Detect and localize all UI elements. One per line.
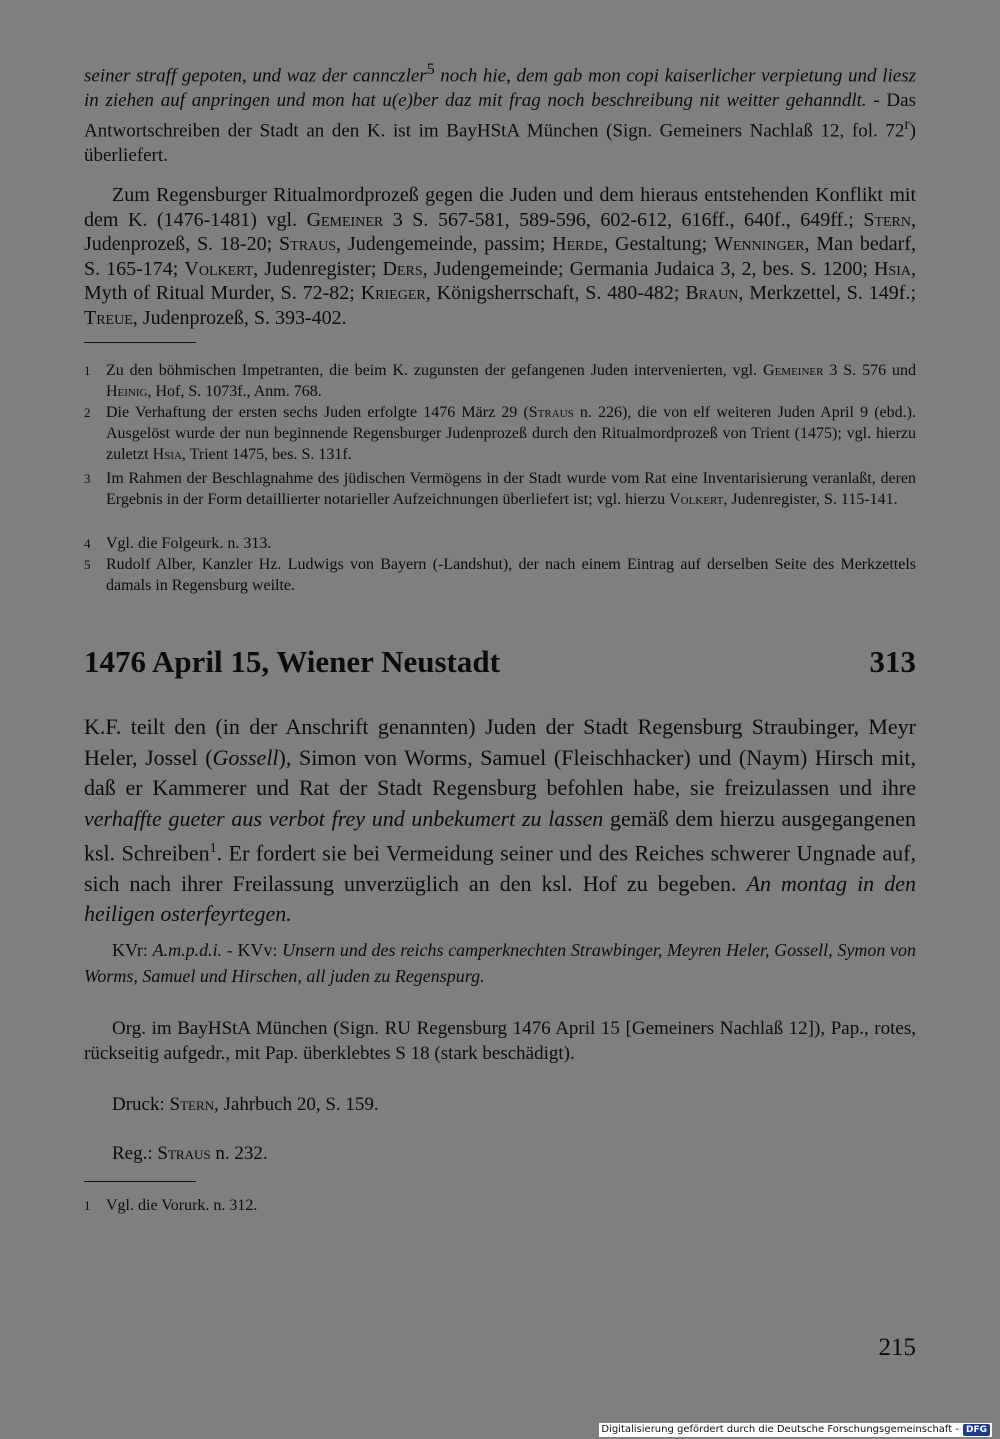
reg-line: Reg.: Straus n. 232. [112, 1143, 268, 1164]
heading-date: 1476 April 15, Wiener Neustadt [84, 644, 500, 679]
footnote-bottom-1: 1 Vgl. die Vorurk. n. 312. [84, 1197, 258, 1214]
footnote-rule-bottom [84, 1181, 196, 1182]
original-paragraph: Org. im BayHStA München (Sign. RU Regensburg 1476 April 15 [Gemeiners Nachlaß 12]), Pap., rotes, rückseitig aufgedr., mit Pap. überklebtes S 18 (stark beschädigt). [84, 1018, 916, 1064]
footnote-3: 3 Im Rahmen der Beschlagnahme des jüdischen Vermögens in der Stadt wurde vom Rat eine Inventarisierung veranlaßt, deren Ergebnis in der Form detaillierter notarieller Aufzeichnungen überliefert ist; vgl. hierzu Volkert, Judenregister, S. 115-141. [84, 470, 916, 508]
funding-footer: Digitalisierung gefördert durch die Deutsche Forschungsgemeinschaft - DFG [599, 1423, 992, 1437]
footnote-5: 5 Rudolf Alber, Kanzler Hz. Ludwigs von Bayern (-Landshut), der nach einem Eintrag auf derselben Seite des Merkzettels damals in Regensburg weilte. [84, 556, 916, 594]
regest-paragraph: K.F. teilt den (in der Anschrift genannten) Juden der Stadt Regensburg Straubinger, Meyr Heler, Jossel (Gossell), Simon von Worms, Samuel (Fleischhacker) und (Naym) Hirsch mit, daß er Kammerer und Rat der Stadt Regensburg befohlen habe, sie freizulassen und ihre verhaffte gueter aus verbot frey und unbekumert zu lassen gemäß dem hierzu ausgegangenen ksl. Schreiben$^1$. Er fordert sie bei Vermeidung seiner und des Reiches schwerer Ungnade auf, sich nach ihrer Freilassung unverzüglich an den ksl. Hof zu begeben. An montag in den heiligen osterfeyrtegen. [84, 714, 916, 927]
heading-number: 313 [869, 644, 916, 679]
footnote-1: 1 Zu den böhmischen Impetranten, die beim K. zugunsten der gefangenen Juden intervenierten, vgl. Gemeiner 3 S. 576 und Heinig, Hof, S. 1073f., Anm. 768. [84, 362, 916, 400]
footnote-rule-top [84, 342, 196, 343]
ritual-murder-paragraph: Zum Regensburger Ritualmordprozeß gegen die Juden und dem hieraus entstehenden Konflikt mit dem K. (1476-1481) vgl. Gemeiner 3 S. 567-581, 589-596, 602-612, 616ff., 640f., 649ff.; Stern, Judenprozeß, S. 18-20; Straus, Judengemeinde, passim; Herde, Gestaltung; Wenninger, Man bedarf, S. 165-174; Volkert, Judenregister; Ders, Judengemeinde; Germania Judaica 3, 2, bes. S. 1200; Hsia, Myth of Ritual Murder, S. 72-82; Krieger, Königsherrschaft, S. 480-482; Braun, Merkzettel, S. 149f.; Treue, Judenprozeß, S. 393-402. [84, 184, 917, 329]
footnote-4: 4 Vgl. die Folgeurk. n. 313. [84, 535, 272, 552]
document-heading [84, 644, 916, 684]
footnote-2: 2 Die Verhaftung der ersten sechs Juden erfolgte 1476 März 29 (Straus n. 226), die von elf weiteren Juden April 9 (ebd.). Ausgelöst wurde der nun beginnende Regensburger Judenprozeß durch den Ritualmordprozeß von Trient (1475); vgl. hierzu zuletzt Hsia, Trient 1475, bes. S. 131f. [84, 404, 916, 463]
top-paragraph: seiner straff gepoten, und waz der cannczler$^5$ noch hie, dem gab mon copi kaiserlicher verpietung und liesz in ziehen auf anpringen und mon hat u(e)ber daz mit frag noch beschreibung nit weitter gehanndlt. - Das Antwortschreiben der Stadt an den K. ist im BayHStA München (Sign. Gemeiners Nachlaß 12, fol. 72$^r$) überliefert. [84, 61, 916, 167]
page-number: 215 [878, 1334, 916, 1361]
dfg-logo: DFG [963, 1424, 990, 1436]
druck-line: Druck: Stern, Jahrbuch 20, S. 159. [112, 1094, 379, 1115]
kv-paragraph: KVr: A.m.p.d.i. - KVv: Unsern und des reichs camperknechten Strawbinger, Meyren Heler, Gossell, Symon von Worms, Samuel und Hirschen, all juden zu Regenspurg. [84, 940, 917, 986]
